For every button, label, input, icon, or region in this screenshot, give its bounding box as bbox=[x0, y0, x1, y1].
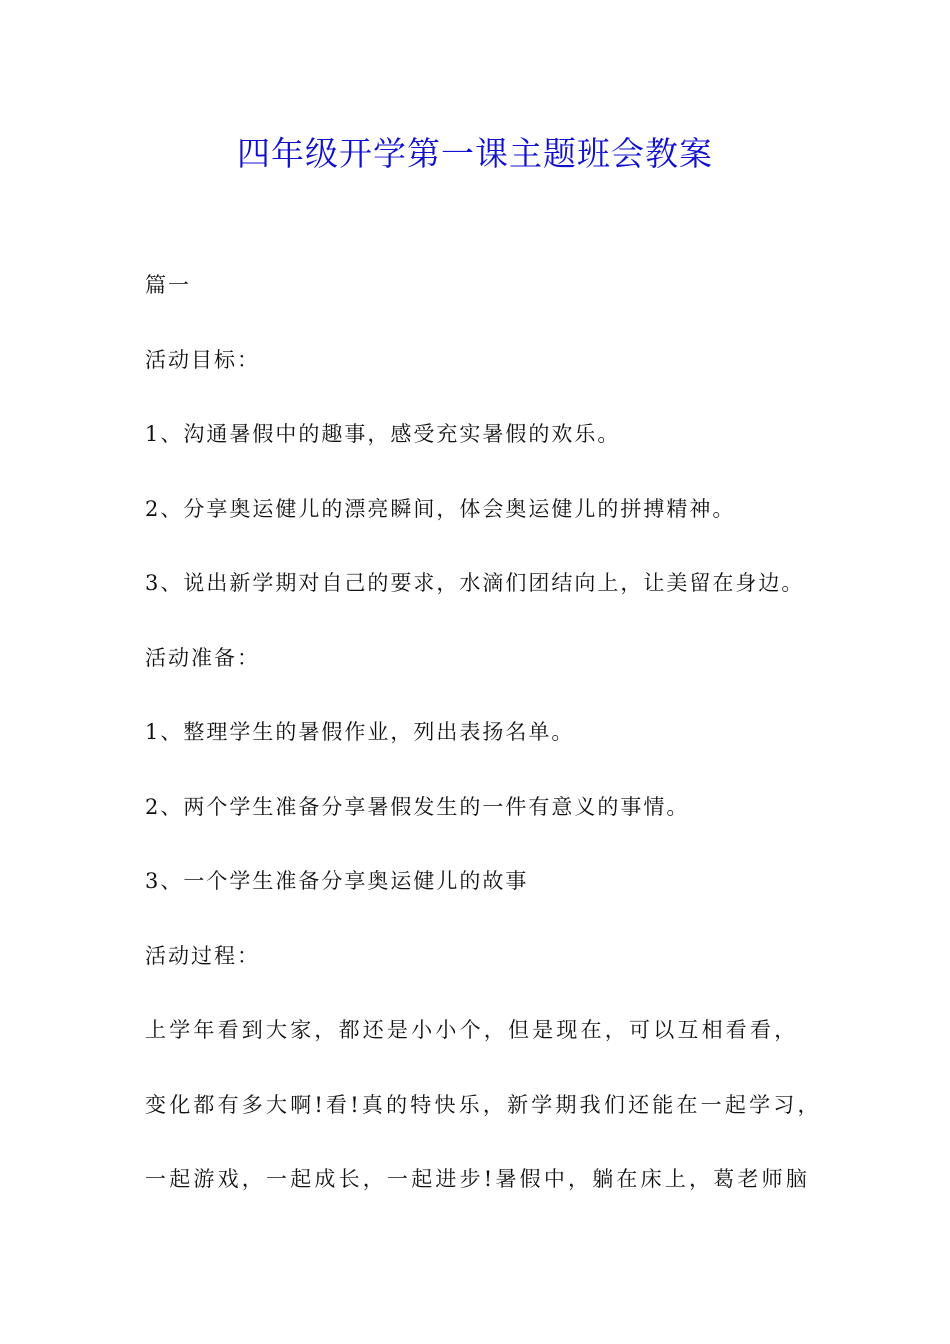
document-title: 四年级开学第一课主题班会教案 bbox=[237, 134, 713, 173]
document-body bbox=[145, 261, 845, 1230]
paragraph-line: 变化都有多大啊!看!真的特快乐，新学期我们还能在一起学习， bbox=[145, 1092, 822, 1117]
paragraph-line: 3、一个学生准备分享奥运健儿的故事 bbox=[145, 869, 529, 893]
paragraph-line: 2、两个学生准备分享暑假发生的一件有意义的事情。 bbox=[145, 794, 690, 819]
paragraph-line: 上学年看到大家，都还是小小个，但是现在，可以互相看看， bbox=[145, 1018, 799, 1042]
paragraph-line: 2、分享奥运健儿的漂亮瞬间，体会奥运健儿的拼搏精神。 bbox=[145, 496, 736, 521]
paragraph-heading: 活动准备： bbox=[145, 645, 260, 670]
paragraph-line: 1、沟通暑假中的趣事，感受充实暑假的欢乐。 bbox=[145, 422, 621, 446]
paragraph-heading: 活动过程： bbox=[145, 943, 260, 968]
section-heading: 篇一 bbox=[145, 273, 191, 297]
paragraph-heading: 活动目标： bbox=[145, 347, 260, 372]
paragraph-line: 一起游戏，一起成长，一起进步!暑假中，躺在床上，葛老师脑 bbox=[145, 1167, 811, 1191]
paragraph-line: 1、整理学生的暑假作业，列出表扬名单。 bbox=[145, 720, 575, 744]
paragraph-line: 3、说出新学期对自己的要求，水滴们团结向上，让美留在身边。 bbox=[145, 571, 805, 595]
